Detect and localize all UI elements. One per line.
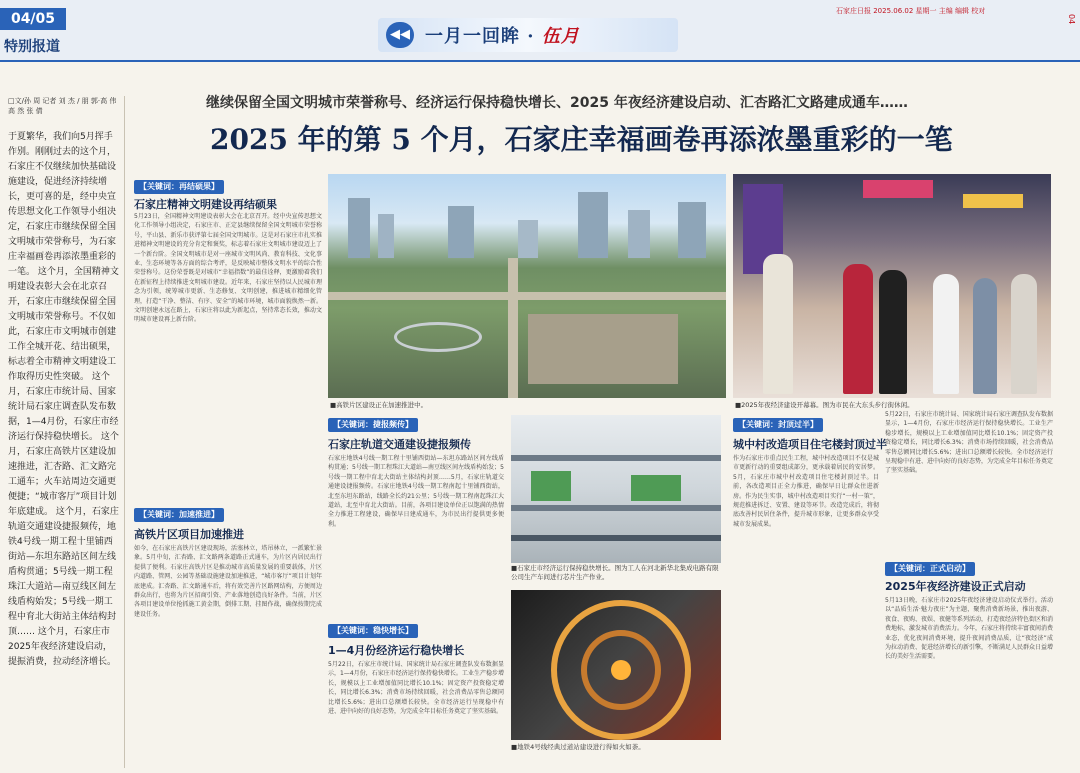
photo-caption: ■石家庄市经济运行保持稳快增长。图为工人在河北新华北集成电路有限公司生产车间进行芯片生产作业。 — [511, 564, 719, 581]
page-header — [0, 0, 1080, 62]
section-title: 石家庄精神文明建设再结硕果 — [134, 198, 277, 211]
back-arrow-icon[interactable]: ◀◀ — [386, 22, 414, 48]
section-title: 石家庄轨道交通建设捷报频传 — [328, 438, 471, 451]
section-tag: 【关键词：捷报频传】 — [328, 418, 418, 432]
section-tag: 【关键词：正式启动】 — [885, 562, 975, 576]
left-column — [8, 96, 120, 768]
section-body: 5月13日晚，石家庄市2025年夜经济建设启动仪式举行。活动以“品质生活·魅力夜庄”为主题，聚焦消费新场景，推出夜游、夜食、夜购、夜娱、夜健等系列活动，打造夜经济特色街区和消费地标，激发城市消费活力。今年，石家庄将持续丰富夜间消费业态，优化夜间消费环境，提升夜间消费品质，让“夜经济”成为拉动消费、促进经济增长的新引擎，不断满足人民群众日益增长的美好生活需要。 — [885, 597, 1053, 661]
headline: 2025 年的第 5 个月，石家庄幸福画卷再添浓墨重彩的一笔 — [210, 123, 953, 156]
section-body: 石家庄地铁4号线一期工程十里铺西街站—东坦东路站区间左线盾构贯通；5号线一期工程珠江大道站—南豆线区间左线盾构始发；5号线一期工程中育北大街站主体结构封顶……5月，石家庄轨道交通建设捷报频传。石家庄地铁4号线一期工程南起十里铺西街站，北至东坦东路站，线路全长约21公里；5号线一期工程南起珠江大道站，北至中育北大街站。目前，各项目建设单位正以饱满的热情全力推进工程建设，确保早日建成通车，为市民出行提供更多便利。 — [328, 455, 504, 528]
photo-caption: ■高铁片区建设正在加速推进中。 — [330, 401, 428, 409]
tunnel-photo — [511, 590, 721, 740]
column-divider — [124, 96, 125, 768]
section-body: 如今，在石家庄高铁片区建设现场，活塞林立，塔吊林立，一派繁忙景象。5月中旬，汇杏路、汇文路两条道路正式通车，为片区内居民出行提供了便利。石家庄高铁片区是推动城市高质量发展的重要载体，片区内道路、管网、公园等基础设施建设加速推进，“城市客厅”项目计划年底建成。汇杏路、汇文路通车后，将有效完善片区路网结构，方便周边群众出行，也将为片区招商引资、产业落地创造良好条件。当前，片区各项目建设单位抢抓施工黄金期，倒排工期、挂图作战，确保按期完成建设任务。 — [134, 545, 322, 618]
section-label: 特别报道 — [4, 39, 60, 55]
section-tag: 【关键词：封顶过半】 — [733, 418, 823, 432]
vertical-page-label: 04 — [1067, 14, 1076, 25]
photo-caption: ■地铁4号线经典过道站建设进行得如火如荼。 — [511, 743, 645, 751]
subheadline: 继续保留全国文明城市荣誉称号、经济运行保持稳快增长、2025 年夜经济建设启动、汇杏路汇文路建成通车…… — [206, 95, 908, 111]
section-tag: 【关键词：稳快增长】 — [328, 624, 418, 638]
section-title: 2025年夜经济建设正式启动 — [885, 580, 1026, 593]
section-title: 1—4月份经济运行稳快增长 — [328, 644, 465, 657]
section-title: 城中村改造项目住宅楼封顶过半 — [733, 438, 887, 451]
factory-photo — [511, 415, 721, 563]
section-body: 5月23日，全国精神文明建设表彰大会在北京召开。经中央宣传思想文化工作领导小组决定，石家庄市、正定县继续保留全国文明城市荣誉称号，平山县、新乐市获评第七届全国文明城市。这是对石家庄市扎实推进精神文明建设的充分肯定和褒奖，标志着石家庄文明城市建设迈上了一个新台阶。全国文明城市是对一座城市文明风尚、教育科技、文化事业、生态环境等各方面的综合考评，是反映城市整体文明水平的综合性荣誉称号。这份荣誉既是对城市“幸福指数”的最佳诠释，更激励着我们在新征程上持续推进文明城市建设。近年来，石家庄坚持以人民城市理念为引领，统筹城市更新、生态修复、文明创建，推进城市精细化管理，打造“干净、整洁、有序、安全”的城市环境，城市面貌焕然一新。文明创建永远在路上，石家庄将以此为新起点，坚持常态长效，推动文明城市建设再上新台阶。 — [134, 213, 322, 324]
banner-prefix: 一月一回眸 · — [425, 26, 542, 47]
masthead: 石家庄日报 2025.06.02 星期一 主编 编辑 校对 — [836, 7, 986, 15]
banner-title — [425, 22, 580, 48]
section-tag: 【关键词：加速推进】 — [134, 508, 224, 522]
section-body-continued: 5月22日，石家庄市统计局、国家统计局石家庄调查队发布数据显示，1—4月份，石家庄市经济运行保持稳快增长。工业生产稳步增长，规模以上工业增加值同比增长10.1%；固定资产投资稳定增长，同比增长6.3%；消费市场持续回暖，社会消费品零售总额同比增长5.6%；进出口总额增长较快。全市经济运行呈现稳中有进、进中向好的良好态势，为完成全年目标任务奠定了坚实基础。 — [885, 411, 1053, 475]
photo-caption: ■2025年夜经济建设开幕幕。图为市民在大东头步行街休闲。 — [735, 401, 914, 409]
section-body: 5月22日，石家庄市统计局、国家统计局石家庄调查队发布数据显示，1—4月份，石家庄市经济运行保持稳快增长。工业生产稳步增长，规模以上工业增加值同比增长10.1%；固定资产投资稳定增长，同比增长6.3%；消费市场持续回暖，社会消费品零售总额同比增长5.6%；进出口总额增长较快。全市经济运行呈现稳中有进、进中向好的良好态势，为完成全年目标任务奠定了坚实基础。 — [328, 661, 504, 716]
lead-paragraph: 于夏繁华，我们向5月挥手作别。刚刚过去的这个月，石家庄不仅继续加快基础设施建设，促进经济持续增长，更可喜的是，经中央宣传思想文化工作领导小组决定，石家庄市继续保留全国文明城市荣誉称号，为石家庄幸福画卷再添浓墨重彩的一笔。 这个月，全国精神文明建设表彰大会在北京召开，石家庄市继续保留全国文明城市荣誉称号。不仅如此，石家庄市文明城市创建工作全城开花、结出硕果，标志着全市精神文明建设工作取得历史性突破。 这个月，石家庄市统计局、国家统计局石家庄调查队发布数据，1—4月份，石家庄市经济运行保持稳快增长。 这个月，石家庄高铁片区建设加速推进，汇杏路、汇文路完工通车；火车站周边交通更便捷；“城市客厅”项目计划年底建成。 这个月，石家庄轨道交通建设捷报频传，地铁4号线一期工程十里铺西街站—东坦东路站区间左线盾构贯通；5号线一期工程珠江大道站—南豆线区间左线盾构始发；5号线一期工程中育北大街站主体结构封顶…… 这个月，石家庄市2025年夜经济建设启动，提振消费，拉动经济增长。 — [8, 132, 119, 667]
section-title: 高铁片区项目加速推进 — [134, 528, 244, 541]
section-tag: 【关键词：再结硕果】 — [134, 180, 224, 194]
banner-accent: 伍月 — [541, 26, 580, 47]
aerial-city-photo — [328, 174, 726, 398]
night-market-photo — [733, 174, 1051, 398]
page-number: 04/05 — [0, 8, 66, 30]
section-body: 作为石家庄市重点民生工程，城中村改造项目不仅是城市更新行动的重要组成部分，更承载着居民的安居梦。5月，石家庄市城中村改造项目住宅楼封顶过半。目前，各改造项目正全力推进，确保早日让群众住进新房。作为民生实事，城中村改造项目实行“一村一策”，规范推进拆迁、安置、建设等环节。改造完成后，将彻底改善村民居住条件，提升城市形象，让更多群众享受城市发展成果。 — [733, 455, 879, 528]
byline: □文/孙 周 记者 刘 杰 / 朋 郭·高 伟 高 然 张 倩 — [8, 97, 117, 115]
